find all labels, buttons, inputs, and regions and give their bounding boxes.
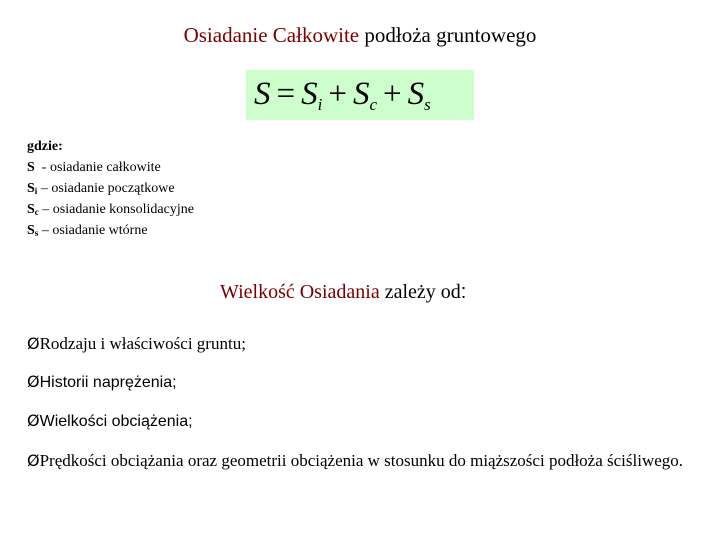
formula-term-base: S [301,76,318,112]
definition-subscript: s [34,228,39,238]
formula-term-sub: c [369,95,378,114]
slide-title [0,22,720,48]
definition-item [27,157,194,178]
subtitle-colon: : [460,281,467,303]
formula-box [246,70,474,120]
definition-item [27,199,194,220]
list-item-text: Prędkości obciążania oraz geometrii obciążenia w stosunku do miąższości podłoża ściśliwego. [39,451,684,470]
list-item-text: Rodzaju i właściwości gruntu; [39,334,246,353]
formula-equals: = [276,76,296,112]
definition-subscript: i [34,186,38,196]
definition-text: – osiadanie początkowe [37,181,175,196]
title-accent: Osiadanie Całkowite [183,23,360,47]
arrow-bullet-icon: Ø [27,372,40,391]
list-item-text: Wielkości obciążenia; [39,413,193,430]
formula-term-sub: i [317,95,323,114]
definition-item [27,220,194,241]
list-item [27,333,687,355]
definition-symbol: S [27,223,35,238]
arrow-bullet-icon: Ø [27,451,40,470]
definition-subscript: c [34,207,39,217]
list-item-text: Historii naprężenia; [39,374,177,391]
title-rest: podłoża gruntowego [359,23,537,47]
definition-item [27,178,194,199]
formula-term-base: S [407,76,425,112]
definitions-list [27,136,194,241]
definition-symbol: S [27,160,35,175]
definitions-heading: gdzie: [27,139,63,154]
factor-list [27,333,687,489]
subtitle-rest: zależy od [379,281,461,303]
definition-symbol: S [27,181,35,196]
formula-plus: + [328,76,347,112]
formula-term-sub: s [424,95,431,114]
list-item [27,449,687,473]
definition-text: – osiadanie konsolidacyjne [38,202,194,217]
list-item [27,371,687,394]
arrow-bullet-icon: Ø [27,411,40,430]
definition-symbol: S [27,202,35,217]
arrow-bullet-icon: Ø [27,334,40,353]
definition-text: - osiadanie całkowite [34,160,161,175]
formula-lhs: S [254,76,271,112]
list-item [27,410,687,433]
section-subtitle [220,279,466,305]
formula-plus: + [383,76,402,112]
definition-text: – osiadanie wtórne [38,223,148,238]
settlement-formula [254,74,431,114]
subtitle-accent: Wielkość Osiadania [220,281,380,303]
formula-term-base: S [352,76,370,112]
